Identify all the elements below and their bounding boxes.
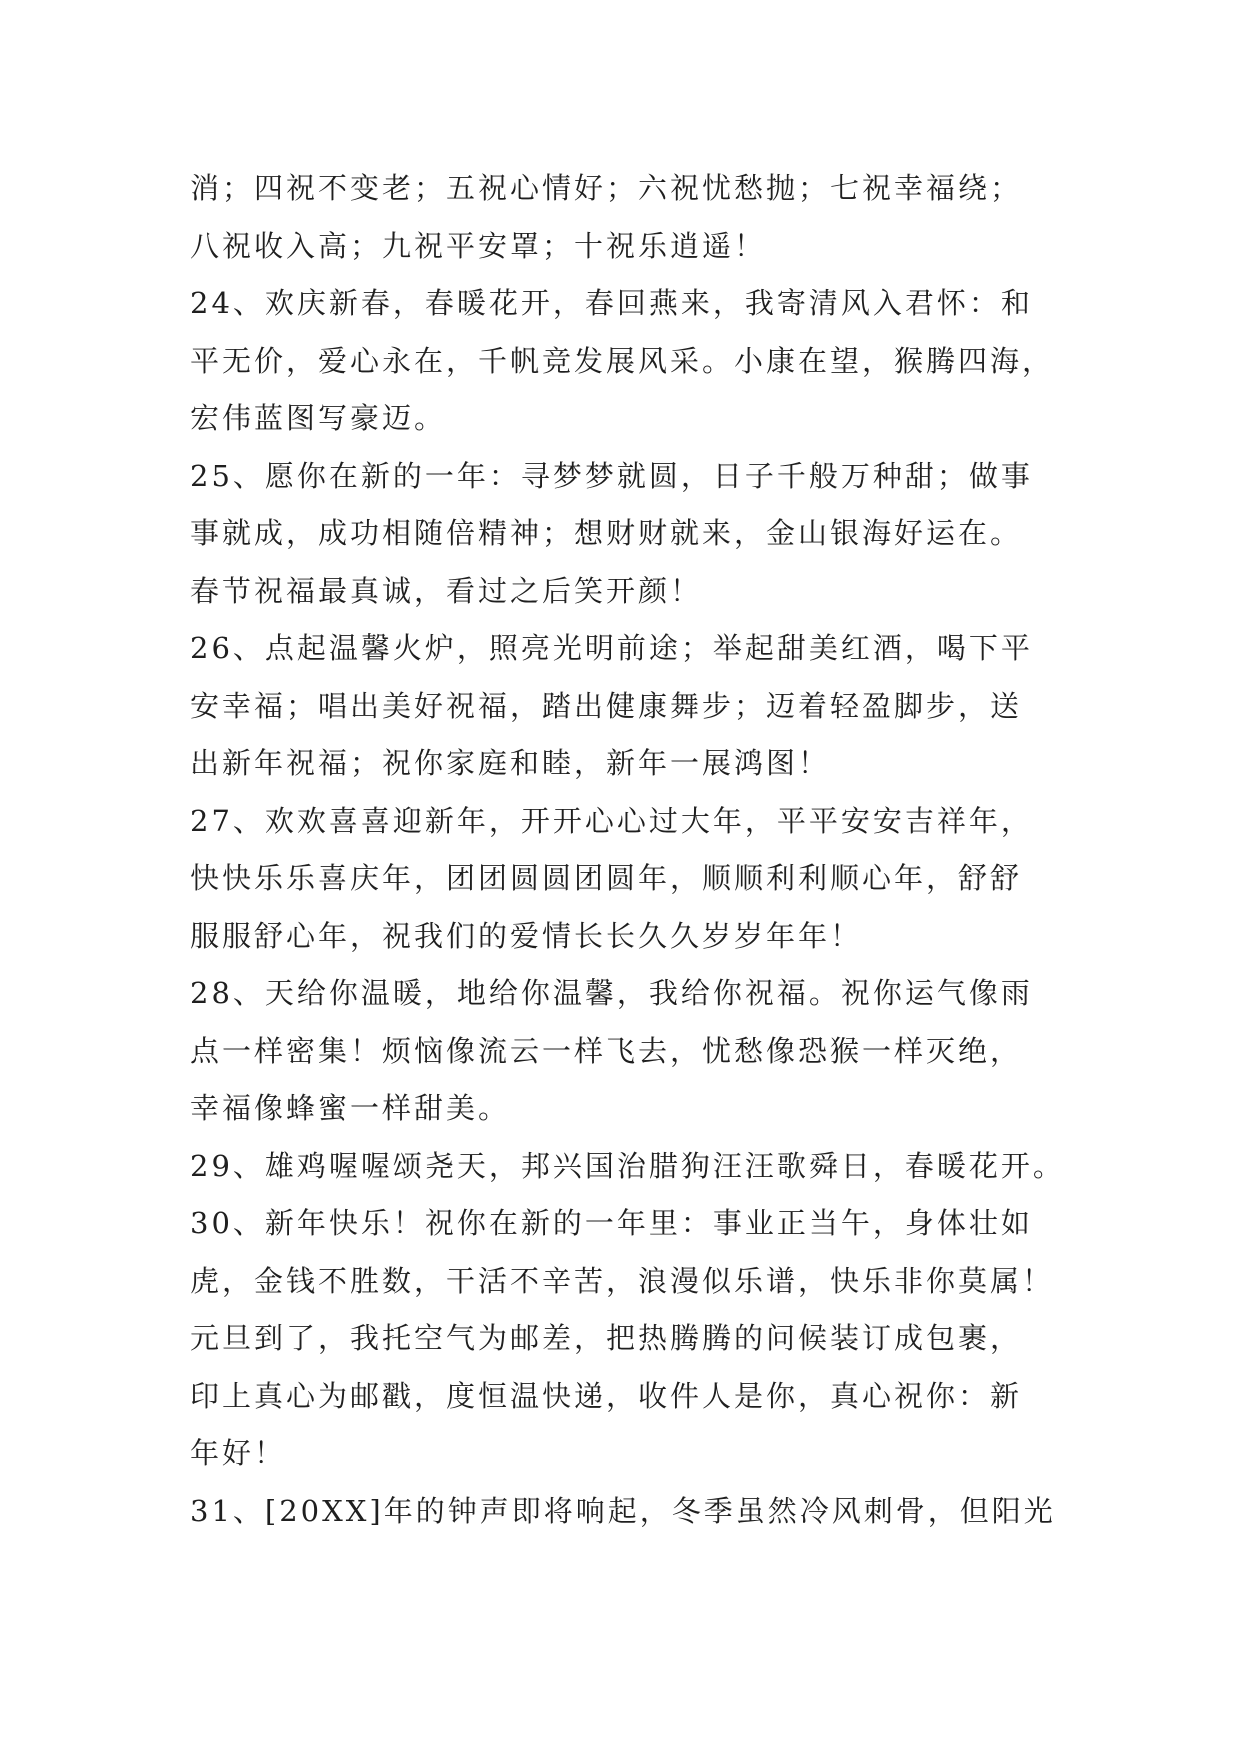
text-line: 八祝收入高；九祝平安罩；十祝乐逍遥！ <box>190 228 767 263</box>
text-line: 印上真心为邮戳，度恒温快递，收件人是你，真心祝你：新 <box>190 1378 1023 1413</box>
text-line: 事就成，成功相随倍精神；想财财就来，金山银海好运在。 <box>190 516 1023 550</box>
text-line: 26、点起温馨火炉，照亮光明前途；举起甜美红酒，喝下平 <box>190 631 1033 665</box>
text-line: 28、天给你温暖，地给你温馨，我给你祝福。祝你运气像雨 <box>190 976 1033 1010</box>
text-line: 年好！ <box>190 1436 287 1470</box>
text-line: 消；四祝不变老；五祝心情好；六祝忧愁抛；七祝幸福绕； <box>190 171 1023 205</box>
text-line: 平无价，爱心永在，千帆竞发展风采。小康在望，猴腾四海， <box>190 343 1055 378</box>
text-line: 快快乐乐喜庆年，团团圆圆团圆年，顺顺利利顺心年，舒舒 <box>190 861 1023 895</box>
text-line: 服服舒心年，祝我们的爱情长长久久岁岁年年！ <box>190 918 863 953</box>
text-line: 宏伟蓝图写豪迈。 <box>190 401 447 435</box>
body-text <box>190 160 1070 1540</box>
text-line: 27、欢欢喜喜迎新年，开开心心过大年，平平安安吉祥年， <box>190 803 1033 838</box>
text-line: 虎，金钱不胜数，干活不辛苦，浪漫似乐谱，快乐非你莫属！ <box>190 1263 1055 1298</box>
text-line: 25、愿你在新的一年：寻梦梦就圆，日子千般万种甜；做事 <box>190 458 1033 493</box>
text-line: 春节祝福最真诚，看过之后笑开颜！ <box>190 573 703 608</box>
text-line: 30、新年快乐！祝你在新的一年里：事业正当午，身体壮如 <box>190 1206 1033 1240</box>
text-line: 29、雄鸡喔喔颂尧天，邦兴国治腊狗汪汪歌舜日，春暖花开。 <box>190 1148 1065 1183</box>
text-line: 幸福像蜂蜜一样甜美。 <box>190 1091 511 1125</box>
text-line: 安幸福；唱出美好祝福，踏出健康舞步；迈着轻盈脚步，送 <box>190 688 1023 723</box>
text-line: 出新年祝福；祝你家庭和睦，新年一展鸿图！ <box>190 746 831 780</box>
text-line: 24、欢庆新春，春暖花开，春回燕来，我寄清风入君怀：和 <box>190 286 1033 320</box>
text-line: 点一样密集！烦恼像流云一样飞去，忧愁像恐猴一样灭绝， <box>190 1033 1023 1068</box>
text-line: 元旦到了，我托空气为邮差，把热腾腾的问候装订成包裹， <box>190 1321 1023 1355</box>
text-line: 31、[20XX]年的钟声即将响起，冬季虽然冷风刺骨，但阳光 <box>190 1493 1056 1528</box>
